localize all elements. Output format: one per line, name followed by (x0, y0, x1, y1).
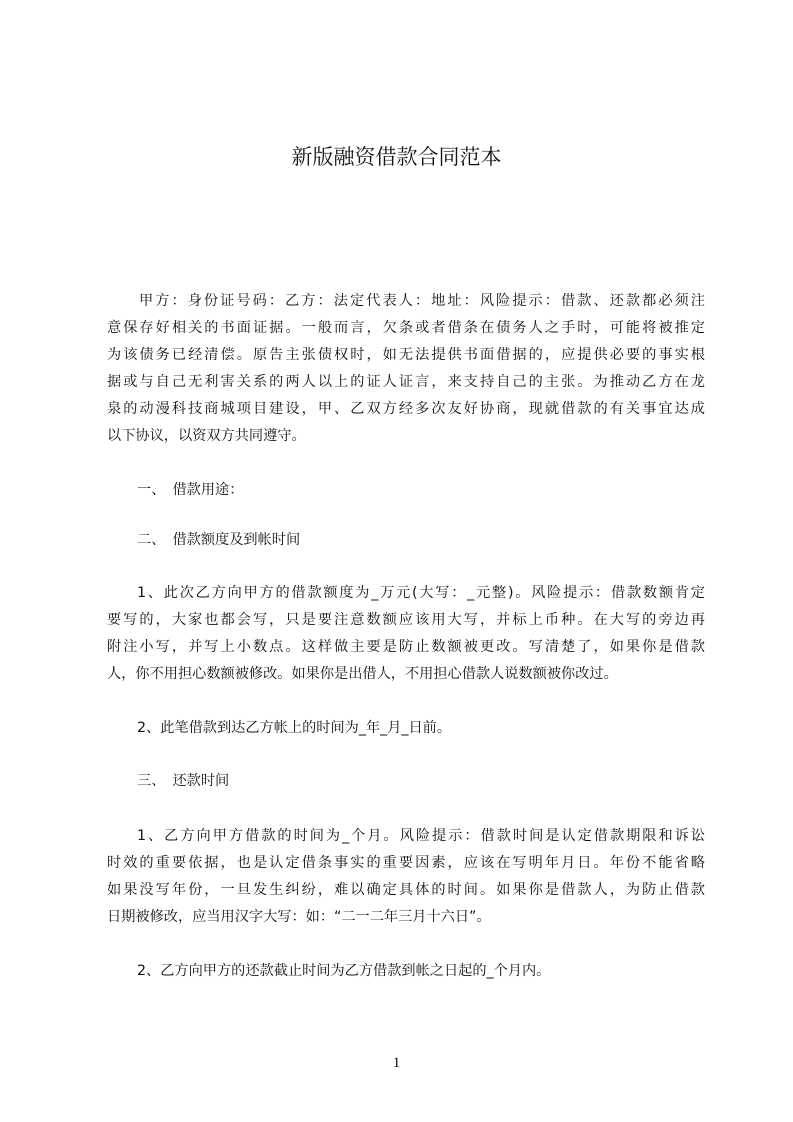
clause-line: 附注小写，并写上小数点。这样做主要是防止数额被更改。写清楚了，如果你是借款 (107, 639, 705, 655)
clause-line: 如果没写年份，一旦发生纠纷，难以确定具体的时间。如果你是借款人，为防止借款 (107, 882, 705, 898)
intro-line: 以下协议，以资双方共同遵守。 (107, 428, 306, 444)
clause-line: 要写的，大家也都会写，只是要注意数额应该用大写，并标上币种。在大写的旁边再 (107, 612, 705, 628)
clause-line: 2、此笔借款到达乙方帐上的时间为_年_月_日前。 (137, 720, 452, 736)
section-heading-amount: 二、 借款额度及到帐时间 (137, 532, 301, 548)
intro-line: 据或与自己无利害关系的两人以上的证人证言，来支持自己的主张。为推动乙方在龙 (107, 374, 705, 390)
intro-line: 意保存好相关的书面证据。一般而言，欠条或者借条在债务人之手时，可能将被推定 (107, 320, 705, 336)
clause-line: 人，你不用担心数额被修改。如果你是出借人，不用担心借款人说数额被你改过。 (107, 666, 618, 682)
intro-line: 为该债务已经清偿。原告主张债权时，如无法提供书面借据的，应提供必要的事实根 (107, 347, 705, 363)
document-title: 新版融资借款合同范本 (291, 145, 502, 169)
clause-line: 1、乙方向甲方借款的时间为_个月。风险提示：借款时间是认定借款期限和诉讼 (137, 828, 705, 844)
clause-line: 1、此次乙方向甲方的借款额度为_万元(大写：_元整)。风险提示：借款数额肯定 (137, 585, 705, 601)
clause-line: 日期被修改，应当用汉字大写：如：“二一二年三月十六日”。 (107, 909, 491, 925)
intro-line: 甲方：身份证号码：乙方：法定代表人：地址：风险提示：借款、还款都必须注 (139, 293, 705, 309)
page-number: 1 (392, 1055, 401, 1071)
intro-line: 泉的动漫科技商城项目建设，甲、乙双方经多次友好协商，现就借款的有关事宜达成 (107, 401, 705, 417)
clause-line: 2、乙方向甲方的还款截止时间为乙方借款到帐之日起的_个月内。 (137, 963, 551, 979)
clause-line: 时效的重要依据，也是认定借条事实的重要因素，应该在写明年月日。年份不能省略 (107, 855, 705, 871)
section-heading-repayment-time: 三、 还款时间 (137, 773, 230, 789)
section-heading-purpose: 一、 借款用途： (137, 482, 244, 498)
